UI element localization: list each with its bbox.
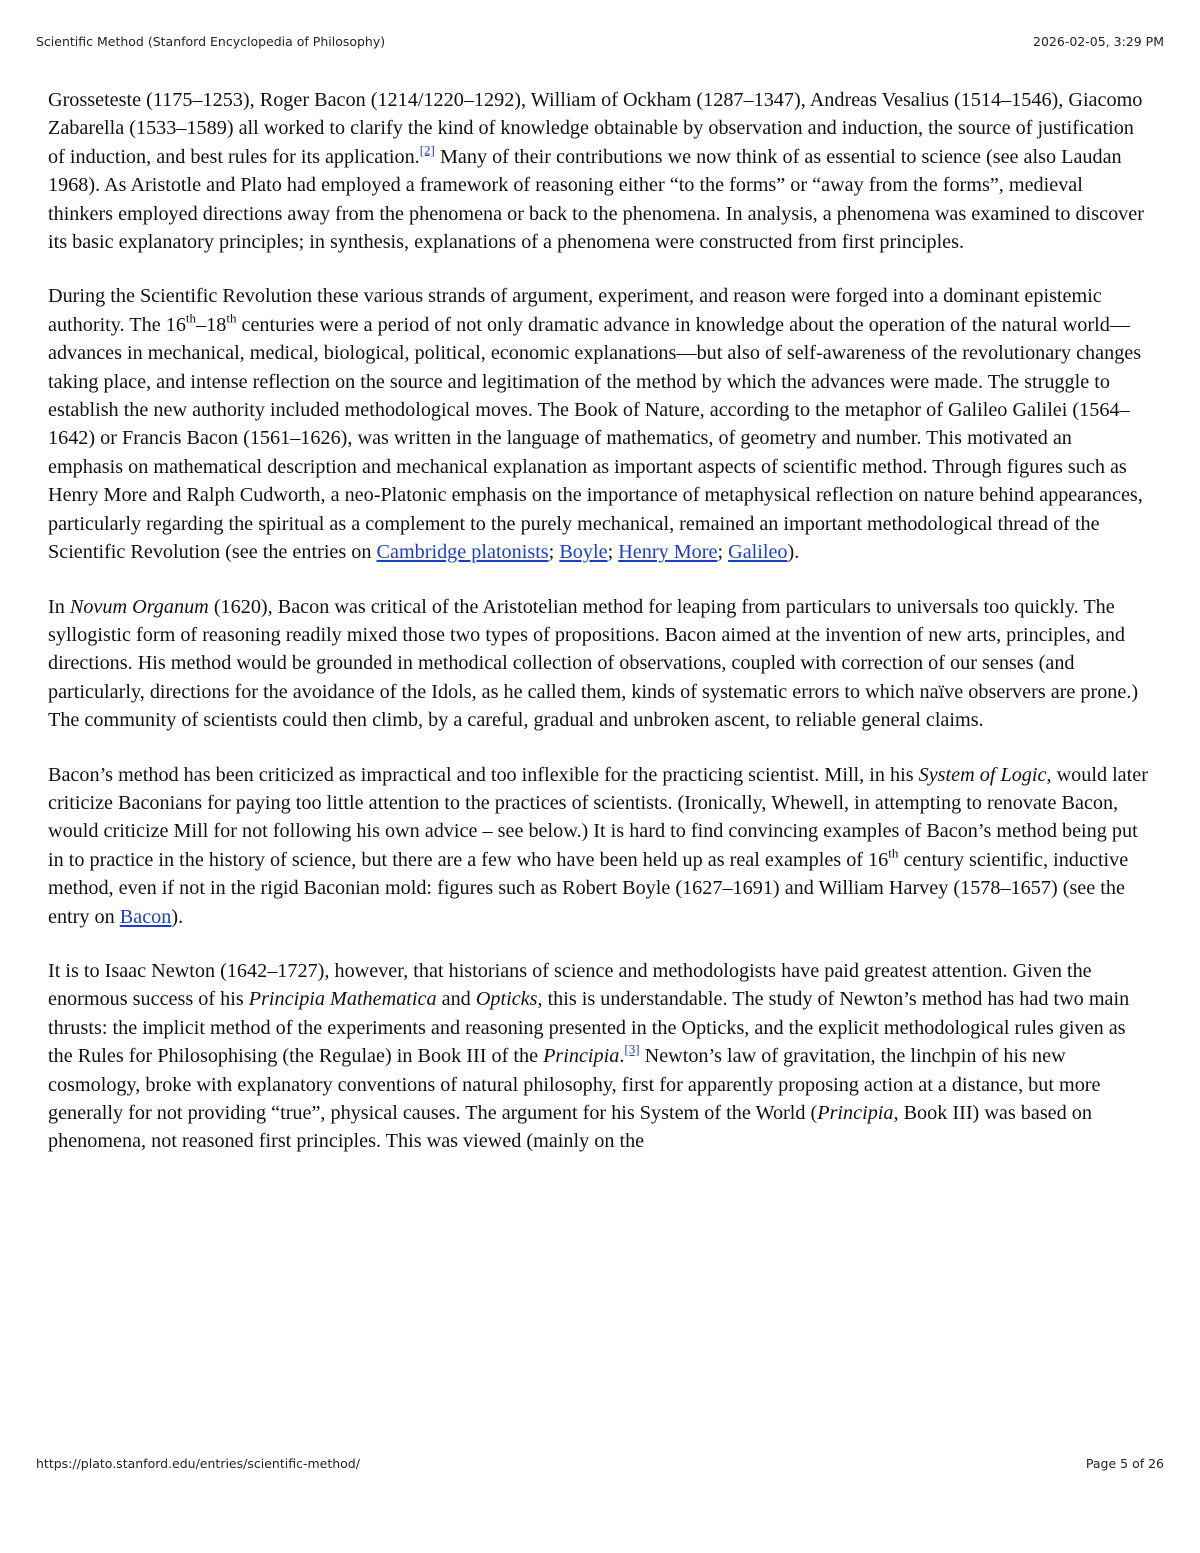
article-body: [48, 86, 1148, 1182]
paragraph-novum-organum: In Novum Organum (1620), Bacon was critical of the Aristotelian method for leaping from particulars to universals too quickly. The syllogistic form of reasoning readily mixed those two types of propositions. Bacon aimed at the invention of new arts, principles, and directions. His method would be grounded in methodical collection of observations, coupled with correction of our senses (and particularly, directions for the avoidance of the Idols, as he called them, kinds of systematic errors to which naïve observers are prone.) The community of scientists could then climb, by a careful, gradual and unbroken ascent, to reliable general claims.: [48, 595, 1139, 732]
paragraph-bacon-method: Bacon’s method has been criticized as impractical and too inflexible for the practicing scientist. Mill, in his System of Logic, would later criticize Baconians for paying too little attention to the practices of scientists. (Ironically, Whewell, in attempting to renovate Bacon, would criticize Mill for not following his own advice – see below.) It is hard to find convincing examples of Bacon’s method being put in to practice in the history of science, but there are a few who have been held up as real examples of 16th century scientific, inductive method, even if not in the rigid Baconian mold: figures such as Robert Boyle (1627–1691) and William Harvey (1578–1657) (see the entry on Bacon).: [48, 763, 1148, 928]
link-henry-more[interactable]: Henry More: [618, 541, 718, 564]
footnote-2-link[interactable]: [2]: [419, 142, 435, 158]
link-galileo[interactable]: Galileo: [728, 541, 788, 564]
page-url: https://plato.stanford.edu/entries/scientific-method/: [36, 1456, 360, 1471]
paragraph-newton: It is to Isaac Newton (1642–1727), however, that historians of science and methodologists have paid greatest attention. Given the enormous success of his Principia Mathematica and Opticks, this is understandable. The study of Newton’s method has had two main thrusts: the implicit method of the experiments and reasoning presented in the Opticks, and the explicit methodological rules given as the Rules for Philosophising (the Regulae) in Book III of the Principia.[3] Newton’s law of gravitation, the linchpin of his new cosmology, broke with explanatory conventions of natural philosophy, first for apparently proposing action at a distance, but more generally for not providing “true”, physical causes. The argument for his System of the World (Principia, Book III) was based on phenomena, not reasoned first principles. This was viewed (mainly on the: [48, 959, 1130, 1153]
paragraph-medieval: Grosseteste (1175–1253), Roger Bacon (1214/1220–1292), William of Ockham (1287–1347), Andreas Vesalius (1514–1546), Giacomo Zabarella (1533–1589) all worked to clarify the kind of knowledge obtainable by observation and induction, the source of justification of induction, and best rules for its application.[2] Many of their contributions we now think of as essential to science (see also Laudan 1968). As Aristotle and Plato had employed a framework of reasoning either “to the forms” or “away from the forms”, medieval thinkers employed directions away from the phenomena or back to the phenomena. In analysis, a phenomena was examined to discover its basic explanatory principles; in synthesis, explanations of a phenomena were constructed from first principles.: [48, 89, 1144, 254]
document-title: Scientific Method (Stanford Encyclopedia of Philosophy): [36, 34, 386, 49]
print-footer: [36, 1456, 1164, 1471]
print-datetime: 2026-02-05, 3:29 PM: [1033, 34, 1164, 49]
link-cambridge-platonists[interactable]: Cambridge platonists: [376, 541, 549, 564]
page-number: Page 5 of 26: [1085, 1456, 1164, 1471]
paragraph-scientific-revolution: During the Scientific Revolution these various strands of argument, experiment, and reason were forged into a dominant epistemic authority. The 16th–18th centuries were a period of not only dramatic advance in knowledge about the operation of the natural world—advances in mechanical, medical, biological, political, economic explanations—but also of self-awareness of the revolutionary changes taking place, and intense reflection on the source and legitimation of the method by which the advances were made. The struggle to establish the new authority included methodological moves. The Book of Nature, according to the metaphor of Galileo Galilei (1564–1642) or Francis Bacon (1561–1626), was written in the language of mathematics, of geometry and number. This motivated an emphasis on mathematical description and mechanical explanation as important aspects of scientific method. Through figures such as Henry More and Ralph Cudworth, a neo-Platonic emphasis on the importance of metaphysical reflection on nature behind appearances, particularly regarding the spiritual as a complement to the purely mechanical, remained an important methodological thread of the Scientific Revolution (see the entries on Cambridge platonists; Boyle; Henry More; Galileo).: [48, 285, 1143, 564]
print-header: [36, 34, 1164, 49]
footnote-3-link[interactable]: [3]: [624, 1041, 640, 1057]
link-bacon[interactable]: Bacon: [119, 905, 172, 928]
link-boyle[interactable]: Boyle: [559, 541, 608, 564]
